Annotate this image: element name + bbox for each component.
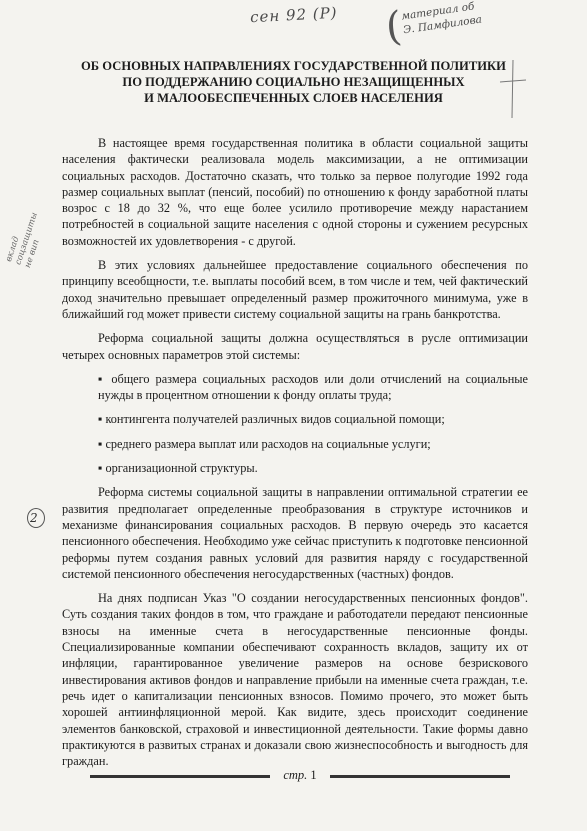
footer-rule-right — [330, 775, 510, 778]
bullet-text: общего размера социальных расходов или доли отчислений на социальные нужды в процентном отношении к фонду оплаты труда; — [98, 371, 528, 403]
paragraph: Реформа социальной защиты должна осуществляться в русле оптимизации четырех основных параметров этой системы: — [62, 331, 528, 362]
handwritten-margin-number: 2 — [30, 511, 38, 525]
bullet-item — [62, 411, 528, 427]
footer-rule-left — [90, 775, 270, 778]
page-label: стр. — [283, 768, 308, 782]
handwritten-file-code: сен 92 (Р) — [249, 3, 338, 27]
paragraph: На днях подписан Указ "О создании негосударственных пенсионных фондов". Суть создания таких фондов в том, что граждане и работодатели передают пенсионные взносы на именные счета в негосударственные пенсионные фонды. Специализированные компании обеспечивают сохранность вкладов, защиту их от инфляции, гарантированное увеличение размеров на основе безрискового инвестирования активов фондов и направление прибыли на именные счета граждан, т.е. речь идет о капитализации пенсионных взносов. Помимо прочего, это может быть хорошей антиинфляционной мерой. Как видите, здесь происходит соединение элементов банковской, страховой и инвестиционной деятельности. Такие формы давно практикуются в развитых странах и доказали свою жизнеспособность и выгодность для граждан. — [62, 591, 528, 769]
bullet-item — [62, 460, 528, 476]
handwritten-bracket: ( — [384, 3, 404, 51]
document-body — [62, 135, 528, 769]
page-number-value: 1 — [310, 768, 317, 782]
handwritten-note: материал об Э. Памфилова — [400, 0, 483, 37]
paragraph: В настоящее время государственная политика в области социальной защиты населения фактически реализовала модель максимизации, а не оптимизации социальных расходов. Достаточно сказать, что только за первое полугодие 1992 года размер социальных выплат (пенсий, пособий) по отношению к фонду заработной платы возрос с 18 до 32 %, что еще более усилило противоречие между нарастанием потребностей в социальной защите населения с одной стороны и сужением ресурсных возможностей их удовлетворения - с другой. — [62, 136, 528, 248]
paragraph: Реформа системы социальной защиты в направлении оптимальной стратегии ее развития предполагает определенные преобразования в структуре источников и механизме финансирования социальных расходов. В первую очередь это касается пенсионного обеспечения. Необходимо уже сейчас приступить к подготовке пенсионной реформы путем создания равных условий для развития наряду с государственной системой пенсионного обеспечения негосударственных (частных) фондов. — [62, 485, 528, 581]
bullet-glyph: ▪ — [98, 412, 103, 427]
page-footer — [90, 768, 510, 784]
bullet-text: среднего размера выплат или расходов на социальные услуги; — [105, 436, 431, 451]
bullet-item — [62, 436, 528, 452]
bullet-glyph: ▪ — [98, 371, 106, 386]
paragraph: В этих условиях дальнейшее предоставление социального обеспечения по принципу всеобщности, т.е. выплаты пособий всем, в том числе и тем, чей фактический доход значительно превышает определенный размер прожиточного минимума, уже в ближайший год может привести систему социальной защиты на грань банкротства. — [62, 258, 528, 321]
title-line: И МАЛООБЕСПЕЧЕННЫХ СЛОЕВ НАСЕЛЕНИЯ — [144, 91, 443, 105]
bullet-text: контингента получателей различных видов социальной помощи; — [105, 412, 445, 427]
document-title — [60, 58, 527, 106]
handwritten-margin-note: вклад соцзащиты не вип — [4, 211, 42, 270]
title-line: ПО ПОДДЕРЖАНИЮ СОЦИАЛЬНО НЕЗАЩИЩЕННЫХ — [122, 75, 465, 89]
title-line: ОБ ОСНОВНЫХ НАПРАВЛЕНИЯХ ГОСУДАРСТВЕННОЙ ПОЛИТИКИ — [81, 59, 506, 73]
bullet-glyph: ▪ — [98, 461, 103, 476]
bullet-glyph: ▪ — [98, 436, 103, 451]
bullet-item — [62, 371, 528, 404]
bullet-text: организационной структуры. — [105, 461, 258, 476]
page-number — [270, 768, 330, 783]
